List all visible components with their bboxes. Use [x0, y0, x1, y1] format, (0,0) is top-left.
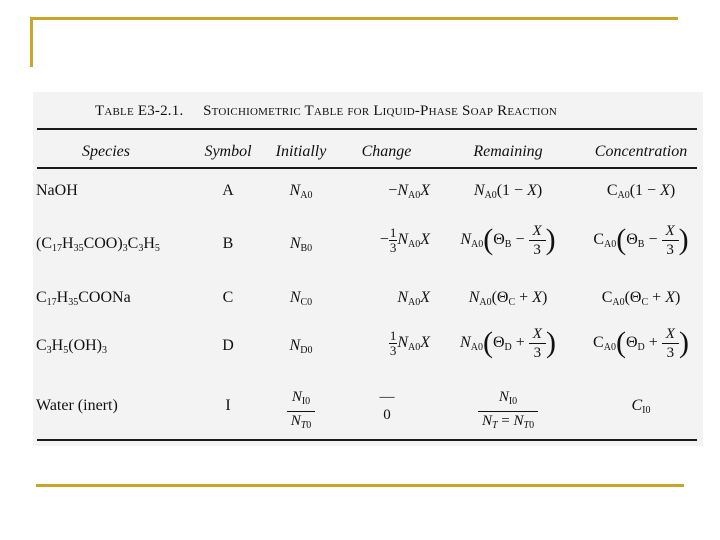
- symbol-cell: D: [222, 337, 234, 354]
- accent-rule-left: [30, 17, 33, 67]
- species-cell: Water (inert): [36, 397, 118, 414]
- concentration-cell: $C_{A0}(\Theta_B$ − $\frac{X}{3}$ ): [593, 223, 689, 258]
- accent-rule-bottom: [36, 484, 684, 487]
- table-title: [95, 103, 557, 120]
- remaining-cell: $N_{A0}(\Theta_D$ + $\frac{X}{3}$ ): [460, 326, 556, 361]
- species-cell: $(C_{17}H_{35}COO)_3C_3H_5$: [36, 235, 160, 254]
- initially-cell: $\frac{N_{I0}}{N_{T0}}$: [268, 388, 334, 435]
- symbol-cell: I: [225, 397, 231, 414]
- symbol-cell: B: [222, 235, 234, 252]
- accent-rule-top: [30, 17, 678, 20]
- header-initially: Initially: [275, 143, 327, 160]
- change-cell: $-N_{A0}X$: [388, 182, 430, 201]
- change-cell: − $\frac{1}{3}$ $N_{A0}X$: [379, 225, 430, 255]
- table-header-rule: [37, 167, 697, 169]
- header-species: Species: [82, 143, 130, 160]
- table-top-rule: [37, 128, 697, 130]
- header-concentration: Concentration: [594, 143, 688, 160]
- header-symbol: Symbol: [204, 143, 252, 160]
- header-remaining: Remaining: [473, 143, 543, 160]
- species-cell: NaOH: [36, 182, 78, 199]
- change-cell: $\frac{1}{3}$ $N_{A0}X$: [389, 328, 430, 358]
- concentration-cell: $C_{A0}(\Theta_D$ + $\frac{X}{3}$ ): [593, 326, 689, 361]
- table-bottom-rule: [37, 439, 697, 441]
- concentration-cell: $C_{A0}(\Theta_C + X)$: [601, 289, 681, 308]
- initially-cell: $N_{B0}$: [289, 235, 313, 254]
- remaining-cell: $\frac{N_{I0}}{N_T = N_{T0}}$: [448, 388, 568, 435]
- header-change: Change: [361, 143, 412, 160]
- table-number: Table E3-2.1.: [95, 103, 184, 119]
- remaining-cell: $N_{A0}(\Theta_C + X)$: [468, 289, 548, 308]
- table-caption: Stoichiometric Table for Liquid-Phase Soap Reaction: [203, 103, 558, 119]
- initially-cell: $N_{A0}$: [289, 182, 313, 201]
- concentration-cell: $C_{A0}(1 - X)$: [606, 182, 676, 201]
- remaining-cell: $N_{A0}(1 - X)$: [473, 182, 543, 201]
- remaining-cell: $N_{A0}(\Theta_B$ − $\frac{X}{3}$ ): [460, 223, 556, 258]
- change-cell: — 0: [379, 389, 395, 423]
- change-cell: $N_{A0}X$: [397, 289, 430, 308]
- symbol-cell: C: [222, 289, 234, 306]
- species-cell: $C_3H_5(OH)_3$: [36, 337, 107, 356]
- initially-cell: $N_{C0}$: [289, 289, 313, 308]
- initially-cell: $N_{D0}$: [289, 337, 313, 356]
- symbol-cell: A: [222, 182, 234, 199]
- species-cell: $C_{17}H_{35}COONa$: [36, 289, 131, 308]
- concentration-cell: $C_{I0}$: [631, 397, 651, 416]
